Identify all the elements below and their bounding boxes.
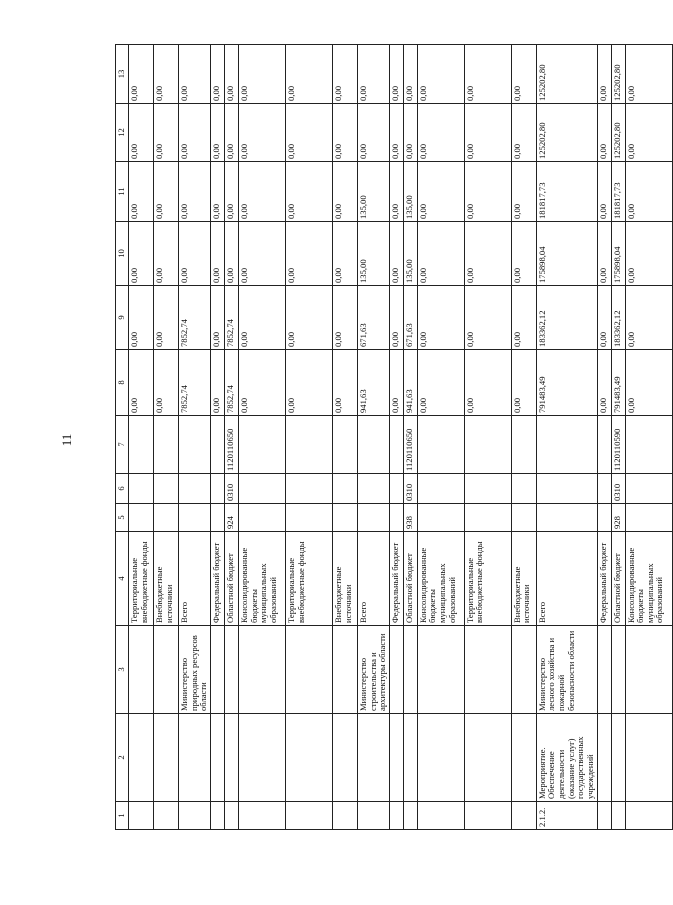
cell-c4: Территориальные внебюджетные фонды bbox=[285, 532, 332, 626]
table-row bbox=[625, 45, 672, 830]
value-cell: 135,00 bbox=[403, 222, 417, 286]
cell-c2 bbox=[417, 714, 464, 802]
value-cell: 0,00 bbox=[511, 162, 536, 222]
value-cell: 7852,74 bbox=[224, 350, 238, 416]
value-cell: 0,00 bbox=[511, 286, 536, 350]
table-row bbox=[511, 45, 536, 830]
value-cell: 0,00 bbox=[210, 104, 224, 162]
table-row bbox=[129, 45, 154, 830]
table-row bbox=[224, 45, 238, 830]
cell-c5 bbox=[285, 504, 332, 532]
col-header: 13 bbox=[116, 45, 129, 104]
cell-c3 bbox=[210, 626, 224, 714]
table-row bbox=[464, 45, 511, 830]
cell-c7 bbox=[285, 416, 332, 474]
table-row bbox=[417, 45, 464, 830]
cell-c4: Территориальные внебюджетные фонды bbox=[129, 532, 154, 626]
col-header: 10 bbox=[116, 222, 129, 286]
cell-c1 bbox=[597, 802, 611, 830]
cell-c3 bbox=[417, 626, 464, 714]
table-row bbox=[357, 45, 389, 830]
value-cell: 0,00 bbox=[238, 222, 285, 286]
cell-c4: Территориальные внебюджетные фонды bbox=[464, 532, 511, 626]
cell-c5 bbox=[357, 504, 389, 532]
value-cell: 0,00 bbox=[511, 45, 536, 104]
value-cell: 0,00 bbox=[511, 350, 536, 416]
cell-c3 bbox=[389, 626, 403, 714]
cell-c4: Консолидированные бюджеты муниципальных образований bbox=[417, 532, 464, 626]
value-cell: 0,00 bbox=[238, 45, 285, 104]
table-row bbox=[179, 45, 211, 830]
cell-c1 bbox=[357, 802, 389, 830]
value-cell: 181817,73 bbox=[536, 162, 597, 222]
value-cell: 0,00 bbox=[389, 286, 403, 350]
cell-c7 bbox=[129, 416, 154, 474]
value-cell: 0,00 bbox=[224, 162, 238, 222]
value-cell: 0,00 bbox=[154, 45, 179, 104]
cell-c2 bbox=[285, 714, 332, 802]
cell-c3: Министерство строительства и архитектуры области bbox=[357, 626, 389, 714]
value-cell: 941,63 bbox=[357, 350, 389, 416]
value-cell: 0,00 bbox=[389, 104, 403, 162]
table-row bbox=[611, 45, 625, 830]
cell-c6 bbox=[238, 474, 285, 504]
value-cell: 0,00 bbox=[154, 286, 179, 350]
table-row bbox=[389, 45, 403, 830]
table-row bbox=[403, 45, 417, 830]
cell-c3 bbox=[625, 626, 672, 714]
cell-c2 bbox=[597, 714, 611, 802]
value-cell: 0,00 bbox=[417, 45, 464, 104]
cell-c6 bbox=[154, 474, 179, 504]
value-cell: 0,00 bbox=[464, 45, 511, 104]
cell-c4: Областной бюджет bbox=[611, 532, 625, 626]
cell-c1 bbox=[389, 802, 403, 830]
table-row bbox=[597, 45, 611, 830]
table-row bbox=[238, 45, 285, 830]
value-cell: 0,00 bbox=[332, 222, 357, 286]
cell-c4: Консолидированные бюджеты муниципальных образований bbox=[625, 532, 672, 626]
cell-c5: 938 bbox=[403, 504, 417, 532]
value-cell: 0,00 bbox=[332, 162, 357, 222]
value-cell: 0,00 bbox=[129, 350, 154, 416]
cell-c2: Мероприятие. Обеспечение деятельности (оказание услуг) государственных учреждений bbox=[536, 714, 597, 802]
value-cell: 0,00 bbox=[224, 222, 238, 286]
cell-c5 bbox=[597, 504, 611, 532]
value-cell: 0,00 bbox=[464, 286, 511, 350]
table-row bbox=[332, 45, 357, 830]
col-header: 12 bbox=[116, 104, 129, 162]
cell-c5 bbox=[625, 504, 672, 532]
cell-c5 bbox=[536, 504, 597, 532]
value-cell: 0,00 bbox=[129, 45, 154, 104]
cell-c5 bbox=[417, 504, 464, 532]
cell-c3: Министерство природных ресурсов области bbox=[179, 626, 211, 714]
value-cell: 0,00 bbox=[285, 286, 332, 350]
cell-c2 bbox=[129, 714, 154, 802]
value-cell: 0,00 bbox=[625, 104, 672, 162]
value-cell: 183362,12 bbox=[536, 286, 597, 350]
cell-c4: Областной бюджет bbox=[403, 532, 417, 626]
cell-c4: Федеральный бюджет bbox=[597, 532, 611, 626]
cell-c1 bbox=[285, 802, 332, 830]
page-number: 11 bbox=[59, 433, 74, 447]
cell-c7 bbox=[389, 416, 403, 474]
value-cell: 0,00 bbox=[129, 104, 154, 162]
cell-c6: 0310 bbox=[403, 474, 417, 504]
cell-c5 bbox=[511, 504, 536, 532]
cell-c1 bbox=[417, 802, 464, 830]
cell-c2 bbox=[224, 714, 238, 802]
value-cell: 0,00 bbox=[332, 350, 357, 416]
value-cell: 125202,80 bbox=[536, 45, 597, 104]
cell-c4: Всего bbox=[357, 532, 389, 626]
cell-c3 bbox=[597, 626, 611, 714]
value-cell: 0,00 bbox=[210, 350, 224, 416]
value-cell: 0,00 bbox=[332, 45, 357, 104]
cell-c1 bbox=[332, 802, 357, 830]
value-cell: 7852,74 bbox=[179, 350, 211, 416]
value-cell: 0,00 bbox=[625, 350, 672, 416]
cell-c2 bbox=[154, 714, 179, 802]
value-cell: 0,00 bbox=[179, 222, 211, 286]
value-cell: 0,00 bbox=[285, 222, 332, 286]
cell-c2 bbox=[238, 714, 285, 802]
value-cell: 0,00 bbox=[224, 104, 238, 162]
value-cell: 0,00 bbox=[285, 104, 332, 162]
cell-c1 bbox=[179, 802, 211, 830]
value-cell: 0,00 bbox=[357, 45, 389, 104]
cell-c7 bbox=[625, 416, 672, 474]
col-header: 7 bbox=[116, 416, 129, 474]
value-cell: 0,00 bbox=[285, 350, 332, 416]
col-header: 4 bbox=[116, 532, 129, 626]
value-cell: 0,00 bbox=[179, 162, 211, 222]
value-cell: 0,00 bbox=[417, 162, 464, 222]
cell-c1 bbox=[210, 802, 224, 830]
col-header: 1 bbox=[116, 802, 129, 830]
cell-c6 bbox=[536, 474, 597, 504]
value-cell: 0,00 bbox=[285, 162, 332, 222]
cell-c6 bbox=[210, 474, 224, 504]
cell-c4: Консолидированные бюджеты муниципальных образований bbox=[238, 532, 285, 626]
value-cell: 0,00 bbox=[357, 104, 389, 162]
value-cell: 0,00 bbox=[597, 45, 611, 104]
value-cell: 175898,04 bbox=[536, 222, 597, 286]
value-cell: 183362,12 bbox=[611, 286, 625, 350]
cell-c5 bbox=[389, 504, 403, 532]
value-cell: 0,00 bbox=[511, 104, 536, 162]
col-header: 9 bbox=[116, 286, 129, 350]
cell-c4: Внебюджетные источники bbox=[332, 532, 357, 626]
cell-c5 bbox=[154, 504, 179, 532]
table-row bbox=[285, 45, 332, 830]
cell-c4: Федеральный бюджет bbox=[210, 532, 224, 626]
cell-c7: 1120110590 bbox=[611, 416, 625, 474]
cell-c1 bbox=[464, 802, 511, 830]
value-cell: 0,00 bbox=[389, 222, 403, 286]
value-cell: 0,00 bbox=[238, 350, 285, 416]
value-cell: 0,00 bbox=[464, 162, 511, 222]
cell-c5 bbox=[464, 504, 511, 532]
value-cell: 0,00 bbox=[389, 45, 403, 104]
cell-c5 bbox=[179, 504, 211, 532]
value-cell: 0,00 bbox=[417, 350, 464, 416]
value-cell: 0,00 bbox=[154, 104, 179, 162]
cell-c4: Всего bbox=[536, 532, 597, 626]
table-row bbox=[210, 45, 224, 830]
value-cell: 0,00 bbox=[403, 104, 417, 162]
cell-c5: 928 bbox=[611, 504, 625, 532]
cell-c3 bbox=[129, 626, 154, 714]
col-header: 6 bbox=[116, 474, 129, 504]
value-cell: 0,00 bbox=[179, 45, 211, 104]
cell-c5 bbox=[238, 504, 285, 532]
cell-c2 bbox=[511, 714, 536, 802]
value-cell: 0,00 bbox=[511, 222, 536, 286]
cell-c3 bbox=[511, 626, 536, 714]
cell-c5 bbox=[332, 504, 357, 532]
cell-c6 bbox=[511, 474, 536, 504]
value-cell: 671,63 bbox=[403, 286, 417, 350]
cell-c1 bbox=[403, 802, 417, 830]
col-header: 5 bbox=[116, 504, 129, 532]
value-cell: 0,00 bbox=[238, 162, 285, 222]
cell-c4: Внебюджетные источники bbox=[511, 532, 536, 626]
value-cell: 0,00 bbox=[417, 286, 464, 350]
value-cell: 0,00 bbox=[179, 104, 211, 162]
cell-c2 bbox=[403, 714, 417, 802]
value-cell: 0,00 bbox=[403, 45, 417, 104]
cell-c3 bbox=[238, 626, 285, 714]
value-cell: 791483,49 bbox=[536, 350, 597, 416]
value-cell: 0,00 bbox=[154, 222, 179, 286]
cell-c6 bbox=[389, 474, 403, 504]
value-cell: 135,00 bbox=[357, 162, 389, 222]
cell-c2 bbox=[179, 714, 211, 802]
value-cell: 0,00 bbox=[285, 45, 332, 104]
value-cell: 0,00 bbox=[210, 222, 224, 286]
cell-c4: Всего bbox=[179, 532, 211, 626]
cell-c1 bbox=[511, 802, 536, 830]
value-cell: 135,00 bbox=[403, 162, 417, 222]
value-cell: 0,00 bbox=[129, 222, 154, 286]
value-cell: 0,00 bbox=[154, 350, 179, 416]
cell-c2 bbox=[611, 714, 625, 802]
cell-c7 bbox=[210, 416, 224, 474]
cell-c1: 2.1.2. bbox=[536, 802, 597, 830]
value-cell: 0,00 bbox=[210, 162, 224, 222]
cell-c2 bbox=[210, 714, 224, 802]
cell-c5: 924 bbox=[224, 504, 238, 532]
value-cell: 0,00 bbox=[597, 350, 611, 416]
value-cell: 941,63 bbox=[403, 350, 417, 416]
col-header: 8 bbox=[116, 350, 129, 416]
value-cell: 0,00 bbox=[238, 104, 285, 162]
value-cell: 0,00 bbox=[464, 104, 511, 162]
cell-c4: Областной бюджет bbox=[224, 532, 238, 626]
value-cell: 0,00 bbox=[625, 45, 672, 104]
value-cell: 671,63 bbox=[357, 286, 389, 350]
cell-c3 bbox=[285, 626, 332, 714]
value-cell: 175898,04 bbox=[611, 222, 625, 286]
value-cell: 0,00 bbox=[625, 286, 672, 350]
cell-c7 bbox=[536, 416, 597, 474]
value-cell: 0,00 bbox=[625, 222, 672, 286]
value-cell: 0,00 bbox=[417, 104, 464, 162]
cell-c2 bbox=[464, 714, 511, 802]
value-cell: 0,00 bbox=[597, 286, 611, 350]
cell-c2 bbox=[389, 714, 403, 802]
cell-c7 bbox=[332, 416, 357, 474]
cell-c5 bbox=[210, 504, 224, 532]
cell-c6 bbox=[464, 474, 511, 504]
cell-c2 bbox=[357, 714, 389, 802]
cell-c1 bbox=[238, 802, 285, 830]
value-cell: 0,00 bbox=[129, 162, 154, 222]
value-cell: 0,00 bbox=[332, 104, 357, 162]
value-cell: 0,00 bbox=[224, 45, 238, 104]
cell-c6 bbox=[417, 474, 464, 504]
value-cell: 0,00 bbox=[332, 286, 357, 350]
value-cell: 791483,49 bbox=[611, 350, 625, 416]
cell-c7 bbox=[511, 416, 536, 474]
value-cell: 135,00 bbox=[357, 222, 389, 286]
value-cell: 7852,74 bbox=[179, 286, 211, 350]
cell-c7: 1120110650 bbox=[403, 416, 417, 474]
cell-c6: 0310 bbox=[224, 474, 238, 504]
cell-c3 bbox=[224, 626, 238, 714]
cell-c6 bbox=[129, 474, 154, 504]
value-cell: 0,00 bbox=[464, 222, 511, 286]
cell-c6 bbox=[625, 474, 672, 504]
value-cell: 125202,80 bbox=[611, 45, 625, 104]
cell-c2 bbox=[625, 714, 672, 802]
cell-c6 bbox=[597, 474, 611, 504]
value-cell: 0,00 bbox=[154, 162, 179, 222]
cell-c6 bbox=[357, 474, 389, 504]
value-cell: 0,00 bbox=[597, 104, 611, 162]
cell-c3: Министерство лесного хозяйства и пожарной безопасности области bbox=[536, 626, 597, 714]
value-cell: 0,00 bbox=[597, 162, 611, 222]
cell-c4: Федеральный бюджет bbox=[389, 532, 403, 626]
value-cell: 0,00 bbox=[210, 286, 224, 350]
cell-c7 bbox=[357, 416, 389, 474]
cell-c3 bbox=[403, 626, 417, 714]
value-cell: 0,00 bbox=[417, 222, 464, 286]
col-header: 11 bbox=[116, 162, 129, 222]
value-cell: 181817,73 bbox=[611, 162, 625, 222]
cell-c4: Внебюджетные источники bbox=[154, 532, 179, 626]
cell-c7 bbox=[464, 416, 511, 474]
rotated-table-wrapper bbox=[115, 45, 665, 830]
cell-c3 bbox=[332, 626, 357, 714]
cell-c1 bbox=[224, 802, 238, 830]
value-cell: 125202,80 bbox=[611, 104, 625, 162]
cell-c6: 0310 bbox=[611, 474, 625, 504]
table-row bbox=[154, 45, 179, 830]
col-header: 2 bbox=[116, 714, 129, 802]
value-cell: 125202,80 bbox=[536, 104, 597, 162]
cell-c7 bbox=[597, 416, 611, 474]
value-cell: 0,00 bbox=[389, 162, 403, 222]
cell-c2 bbox=[332, 714, 357, 802]
cell-c3 bbox=[154, 626, 179, 714]
header-row bbox=[116, 45, 129, 830]
cell-c7 bbox=[417, 416, 464, 474]
cell-c5 bbox=[129, 504, 154, 532]
value-cell: 0,00 bbox=[210, 45, 224, 104]
value-cell: 0,00 bbox=[597, 222, 611, 286]
cell-c1 bbox=[129, 802, 154, 830]
cell-c3 bbox=[464, 626, 511, 714]
cell-c7 bbox=[179, 416, 211, 474]
cell-c7 bbox=[238, 416, 285, 474]
cell-c6 bbox=[285, 474, 332, 504]
cell-c3 bbox=[611, 626, 625, 714]
value-cell: 0,00 bbox=[129, 286, 154, 350]
cell-c6 bbox=[332, 474, 357, 504]
cell-c1 bbox=[625, 802, 672, 830]
value-cell: 0,00 bbox=[625, 162, 672, 222]
budget-table bbox=[115, 44, 673, 830]
cell-c7: 1120110650 bbox=[224, 416, 238, 474]
table-row bbox=[536, 45, 597, 830]
cell-c1 bbox=[611, 802, 625, 830]
cell-c6 bbox=[179, 474, 211, 504]
value-cell: 7852,74 bbox=[224, 286, 238, 350]
cell-c7 bbox=[154, 416, 179, 474]
value-cell: 0,00 bbox=[464, 350, 511, 416]
value-cell: 0,00 bbox=[238, 286, 285, 350]
cell-c1 bbox=[154, 802, 179, 830]
value-cell: 0,00 bbox=[389, 350, 403, 416]
col-header: 3 bbox=[116, 626, 129, 714]
